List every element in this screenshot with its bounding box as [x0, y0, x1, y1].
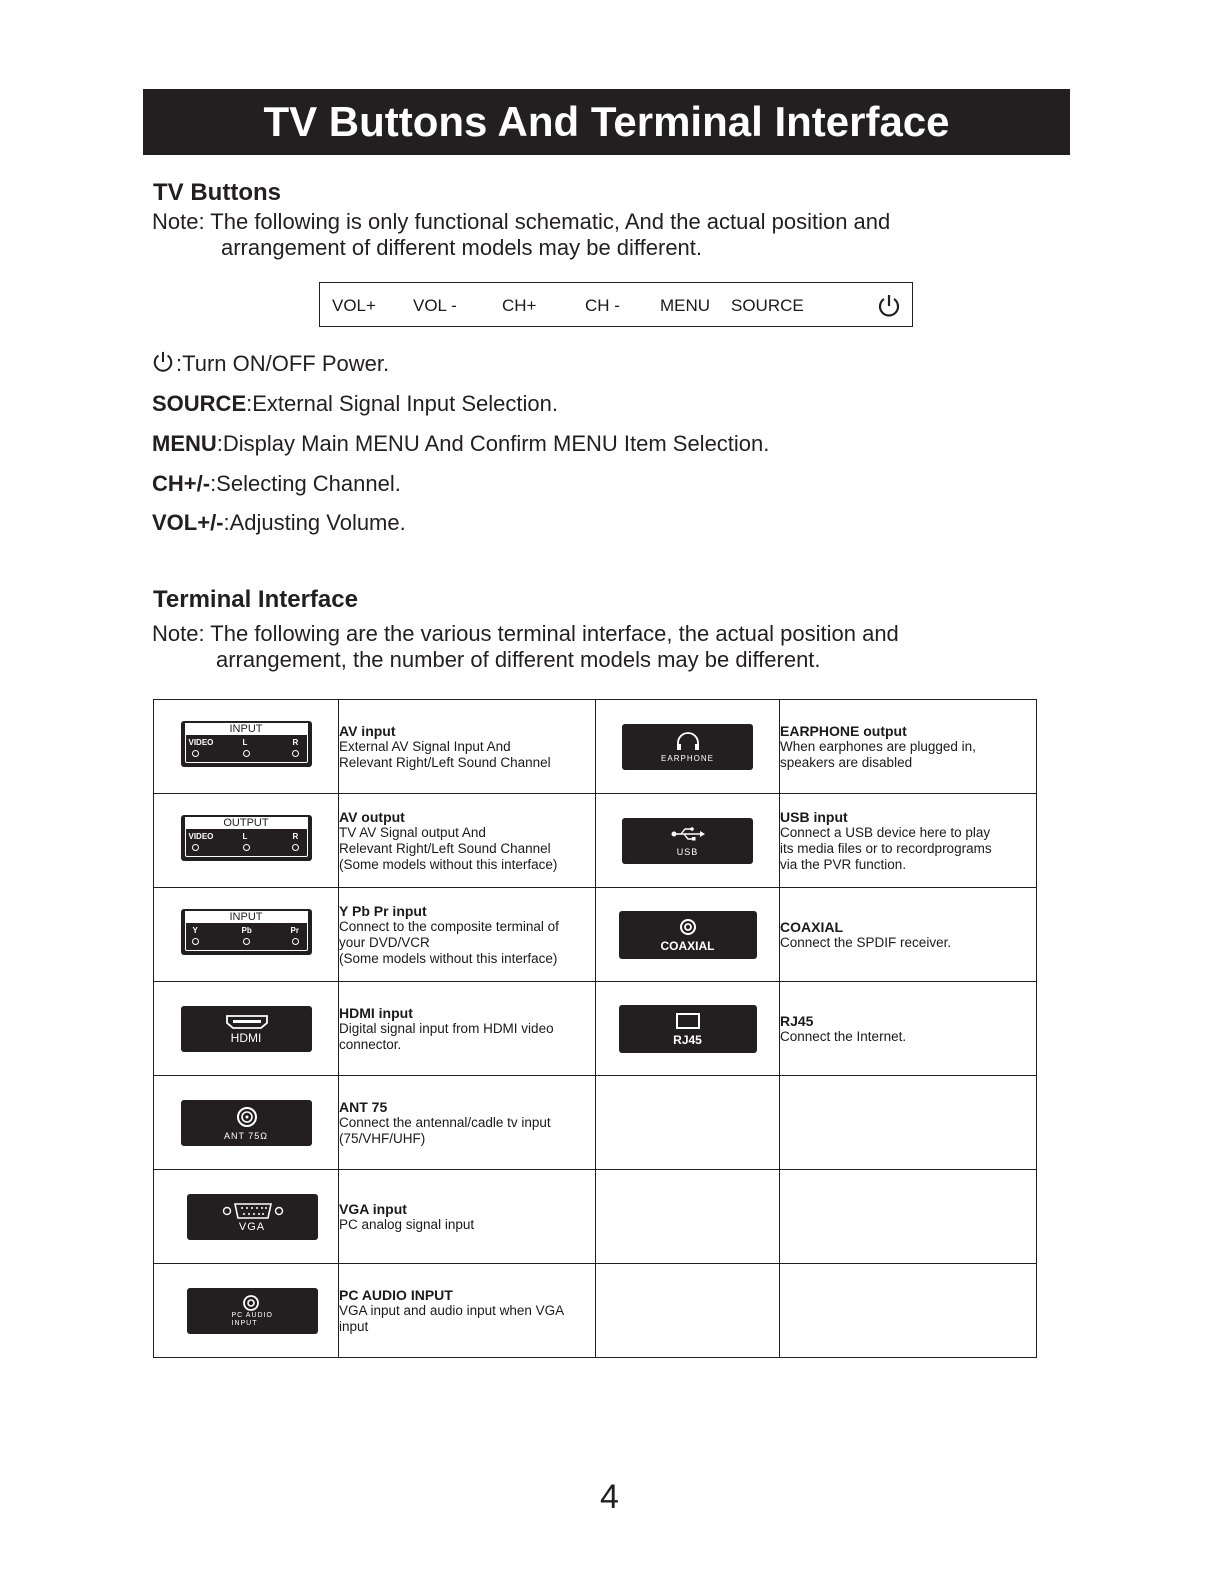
button-panel-diagram [319, 282, 913, 327]
desc-text: :Selecting Channel. [210, 471, 401, 496]
table-row [154, 1264, 1037, 1358]
terminal-line: (Some models without this interface) [339, 856, 558, 872]
terminal-name: AV output [339, 808, 405, 825]
vga-port-icon [222, 1202, 284, 1220]
terminal-name: RJ45 [780, 1012, 814, 1029]
terminal-line: External AV Signal Input And [339, 738, 511, 754]
power-icon [152, 350, 174, 374]
jack-dot-icon [192, 844, 199, 851]
desc-text: :Display Main MENU And Confirm MENU Item Selection. [216, 431, 770, 456]
vga-description [339, 1170, 596, 1264]
desc-text: :Turn ON/OFF Power. [176, 351, 390, 376]
rj45-jack-icon [619, 1005, 757, 1053]
terminal-line: its media files or to recordprograms [780, 840, 992, 856]
terminal-line: speakers are disabled [780, 754, 913, 770]
jack-caption: EARPHONE [661, 753, 714, 763]
panel-label-ch-up: CH+ [502, 296, 537, 315]
jack-title: INPUT [185, 911, 308, 923]
desc-menu [152, 431, 769, 457]
page-number: 4 [600, 1478, 619, 1516]
page-title: TV Buttons And Terminal Interface [263, 98, 950, 145]
jack-dot-icon [292, 938, 299, 945]
terminal-line: Connect the SPDIF receiver. [780, 934, 952, 950]
jack-label: Pb [241, 926, 252, 935]
jack-label: R [292, 738, 299, 747]
jack-label: Y [192, 926, 198, 935]
jack-caption: USB [676, 846, 699, 857]
usb-icon-cell [596, 794, 780, 888]
coaxial-description [780, 888, 1037, 982]
panel-label-menu: MENU [660, 296, 711, 315]
earphone-description [780, 700, 1037, 794]
table-row [154, 700, 1037, 794]
av-input-icon-cell [154, 700, 339, 794]
desc-key: MENU [152, 431, 217, 456]
desc-power [152, 350, 389, 377]
empty-cell [780, 1076, 1037, 1170]
usb-description [780, 794, 1037, 888]
panel-label-vol-down: VOL - [413, 296, 457, 315]
ant-description [339, 1076, 596, 1170]
terminal-table [153, 699, 1037, 1358]
panel-label-source: SOURCE [731, 296, 804, 315]
terminal-name: VGA input [339, 1200, 407, 1217]
vga-icon-cell [154, 1170, 339, 1264]
terminal-line: PC analog signal input [339, 1216, 475, 1232]
ant-jack-icon [181, 1100, 312, 1146]
desc-text: :Adjusting Volume. [223, 510, 406, 535]
jack-dot-icon [243, 750, 250, 757]
jack-label: VIDEO [188, 832, 214, 841]
rj45-icon-cell [596, 982, 780, 1076]
tv-buttons-note [152, 209, 890, 261]
table-row [154, 794, 1037, 888]
hdmi-icon-cell [154, 982, 339, 1076]
empty-cell [780, 1264, 1037, 1358]
terminal-line: Relevant Right/Left Sound Channel [339, 754, 551, 770]
desc-key: VOL+/- [152, 510, 224, 535]
terminal-line: Connect the Internet. [780, 1028, 907, 1044]
pc-audio-description [339, 1264, 596, 1358]
jack-title: INPUT [185, 723, 308, 735]
jack-dot-icon [292, 844, 299, 851]
coaxial-icon-cell [596, 888, 780, 982]
desc-text: :External Signal Input Selection. [246, 391, 558, 416]
jack-caption: COAXIAL [660, 938, 715, 953]
table-row [154, 1076, 1037, 1170]
terminal-line: input [339, 1318, 369, 1334]
jack-label: Pr [290, 926, 299, 935]
terminal-line: Digital signal input from HDMI video [339, 1020, 554, 1036]
empty-cell [780, 1170, 1037, 1264]
terminal-name: USB input [780, 808, 848, 825]
rj45-description [780, 982, 1037, 1076]
coaxial-jack-icon [619, 911, 757, 959]
terminal-line: Relevant Right/Left Sound Channel [339, 840, 551, 856]
coaxial-ring-icon [679, 918, 697, 936]
jack-caption: RJ45 [673, 1032, 702, 1047]
jack-label: L [242, 832, 248, 841]
hdmi-port-icon [225, 1014, 269, 1030]
audio-ring-icon [242, 1294, 260, 1312]
headphone-icon [675, 731, 701, 751]
jack-dot-icon [192, 750, 199, 757]
av-input-description [339, 700, 596, 794]
earphone-icon-cell [596, 700, 780, 794]
terminal-interface-heading: Terminal Interface [153, 586, 358, 613]
jack-caption: INPUT [231, 1319, 258, 1327]
desc-volume [152, 510, 406, 536]
earphone-jack-icon [622, 724, 753, 770]
jack-label: L [242, 738, 248, 747]
vga-jack-icon [187, 1194, 318, 1240]
page-title-banner [143, 89, 1070, 155]
jack-label: R [292, 832, 299, 841]
terminal-name: EARPHONE output [780, 722, 907, 739]
empty-cell [596, 1076, 780, 1170]
terminal-name: ANT 75 [339, 1098, 388, 1115]
ypbpr-jack-icon [181, 909, 312, 955]
jack-caption: VGA [238, 1220, 266, 1233]
av-output-jack-icon [181, 815, 312, 861]
jack-caption: ANT 75Ω [223, 1130, 269, 1141]
terminal-line: (Some models without this interface) [339, 950, 558, 966]
jack-caption: HDMI [230, 1030, 262, 1045]
terminal-note [152, 621, 899, 673]
terminal-line: TV AV Signal output And [339, 824, 486, 840]
pc-audio-icon-cell [154, 1264, 339, 1358]
antenna-ring-icon [236, 1106, 258, 1128]
ant-icon-cell [154, 1076, 339, 1170]
empty-cell [596, 1264, 780, 1358]
av-output-description [339, 794, 596, 888]
note-line: Note: The following is only functional schematic, And the actual position and [152, 209, 891, 234]
tv-buttons-heading: TV Buttons [153, 179, 281, 206]
terminal-line: Connect to the composite terminal of [339, 918, 559, 934]
empty-cell [596, 1170, 780, 1264]
note-line: Note: The following are the various terminal interface, the actual position and [152, 621, 899, 646]
terminal-line: via the PVR function. [780, 856, 907, 872]
usb-icon [670, 826, 706, 842]
jack-caption: PC AUDIO [231, 1311, 273, 1319]
table-row [154, 1170, 1037, 1264]
av-output-icon-cell [154, 794, 339, 888]
ypbpr-description [339, 888, 596, 982]
panel-label-ch-down: CH - [585, 296, 620, 315]
terminal-line: VGA input and audio input when VGA [339, 1302, 565, 1318]
terminal-line: Connect a USB device here to play [780, 824, 991, 840]
terminal-line: connector. [339, 1036, 402, 1052]
usb-jack-icon [622, 818, 753, 864]
jack-dot-icon [243, 938, 250, 945]
terminal-line: Connect the antennal/cadle tv input [339, 1114, 551, 1130]
terminal-line: When earphones are plugged in, [780, 738, 976, 754]
hdmi-jack-icon [181, 1006, 312, 1052]
desc-key: SOURCE [152, 391, 247, 416]
jack-dot-icon [292, 750, 299, 757]
table-row [154, 982, 1037, 1076]
power-icon [877, 293, 901, 319]
terminal-line: your DVD/VCR [339, 934, 430, 950]
terminal-name: Y Pb Pr input [339, 902, 427, 919]
note-line: arrangement of different models may be different. [221, 235, 703, 260]
jack-title: OUTPUT [185, 817, 308, 829]
av-input-jack-icon [181, 721, 312, 767]
desc-source [152, 391, 558, 417]
terminal-name: HDMI input [339, 1004, 413, 1021]
terminal-name: PC AUDIO INPUT [339, 1286, 453, 1303]
jack-dot-icon [192, 938, 199, 945]
panel-label-vol-up: VOL+ [332, 296, 376, 315]
jack-label: VIDEO [188, 738, 214, 747]
terminal-name: COAXIAL [780, 918, 843, 935]
terminal-line: (75/VHF/UHF) [339, 1130, 426, 1146]
desc-key: CH+/- [152, 471, 211, 496]
desc-channel [152, 471, 401, 497]
pc-audio-jack-icon [187, 1288, 318, 1334]
terminal-name: AV input [339, 722, 396, 739]
table-row [154, 888, 1037, 982]
note-line: arrangement, the number of different models may be different. [216, 647, 821, 672]
rj45-port-icon [675, 1012, 701, 1030]
jack-dot-icon [243, 844, 250, 851]
hdmi-description [339, 982, 596, 1076]
ypbpr-icon-cell [154, 888, 339, 982]
